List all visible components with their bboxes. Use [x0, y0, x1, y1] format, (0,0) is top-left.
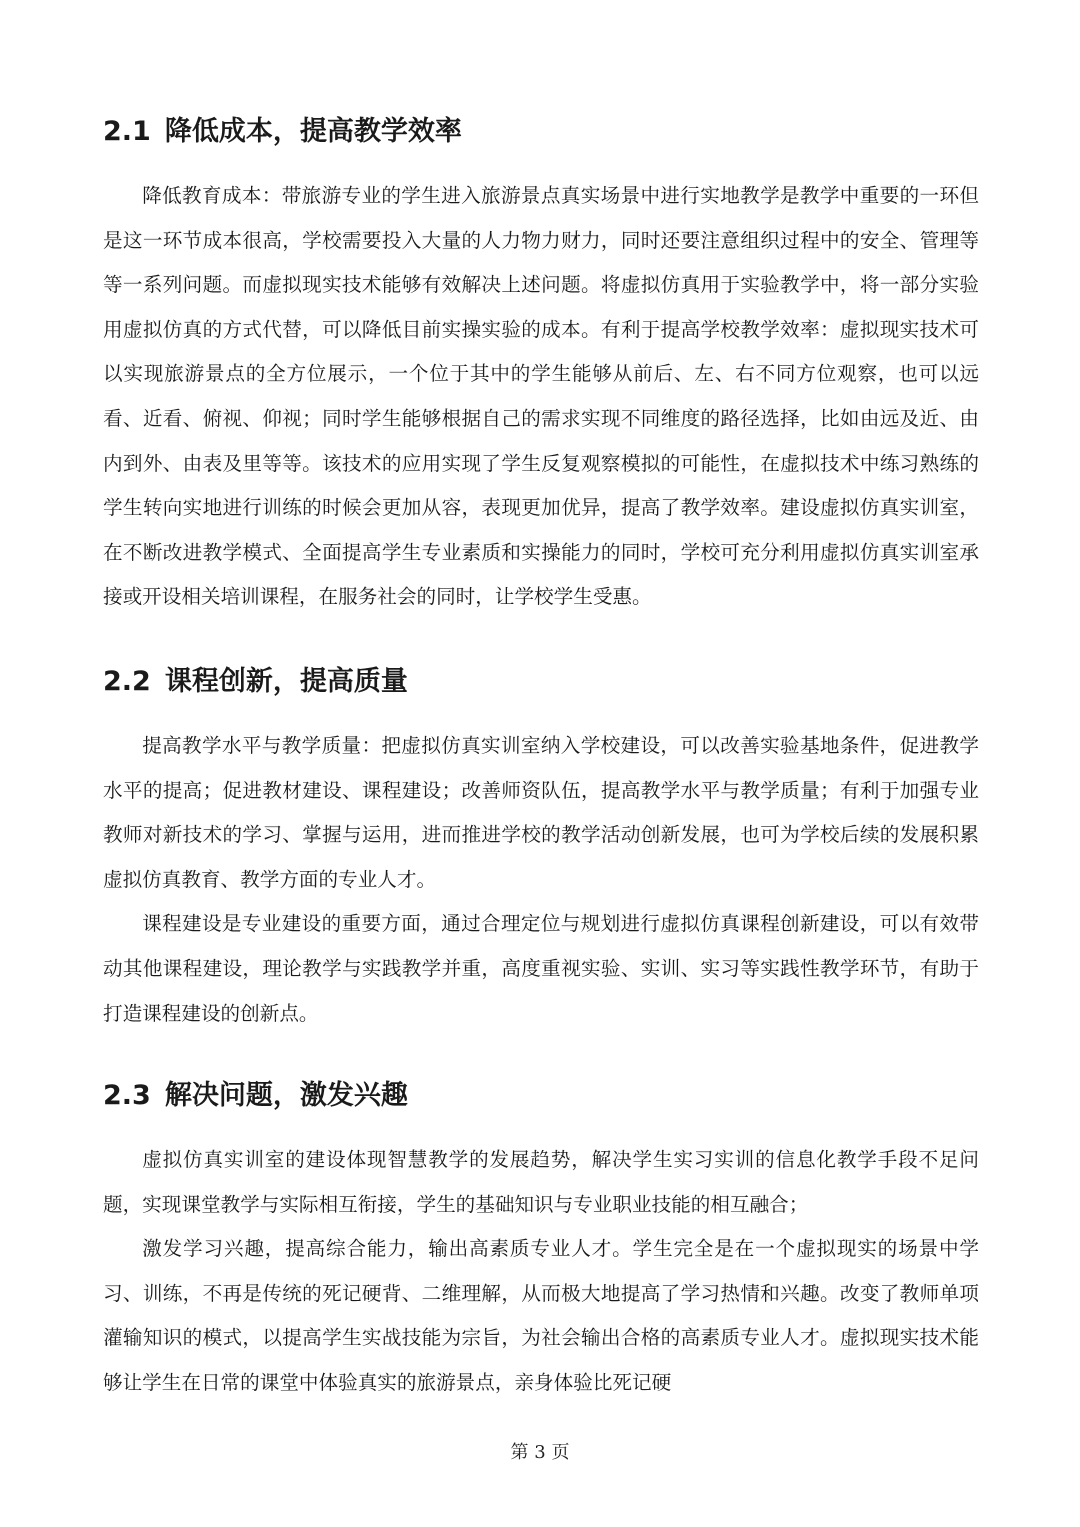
paragraph: 激发学习兴趣，提高综合能力，输出高素质专业人才。学生完全是在一个虚拟现实的场景中学习、训练，不再是传统的死记硬背、二维理解，从而极大地提高了学习热情和兴趣。改变了教师单项灌输知识的模式，以提高学生实战技能为宗旨，为社会输出合格的高素质专业人才。虚拟现实技术能够让学生在日常的课堂中体验真实的旅游景点，亲身体验比死记硬 — [103, 1237, 979, 1395]
section-heading-2-3 — [103, 1074, 979, 1118]
section-number: 2.2 — [103, 665, 151, 697]
section-spacer — [103, 1036, 979, 1074]
paragraph: 降低教育成本：带旅游专业的学生进入旅游景点真实场景中进行实地教学是教学中重要的一环但是这一环节成本很高，学校需要投入大量的人力物力财力，同时还要注意组织过程中的安全、管理等等一系列问题。而虚拟现实技术能够有效解决上述问题。将虚拟仿真用于实验教学中，将一部分实验用虚拟仿真的方式代替，可以降低目前实操实验的成本。有利于提高学校教学效率：虚拟现实技术可以实现旅游景点的全方位展示，一个位于其中的学生能够从前后、左、右不同方位观察，也可以远看、近看、俯视、仰视；同时学生能够根据自己的需求实现不同维度的路径选择，比如由远及近、由内到外、由表及里等等。该技术的应用实现了学生反复观察模拟的可能性，在虚拟技术中练习熟练的学生转向实地进行训练的时候会更加从容，表现更加优异，提高了教学效率。建设虚拟仿真实训室，在不断改进教学模式、全面提高学生专业素质和实操能力的同时，学校可充分利用虚拟仿真实训室承接或开设相关培训课程，在服务社会的同时，让学校学生受惠。 — [103, 184, 979, 609]
paragraph: 虚拟仿真实训室的建设体现智慧教学的发展趋势，解决学生实习实训的信息化教学手段不足问题，实现课堂教学与实际相互衔接，学生的基础知识与专业职业技能的相互融合； — [103, 1148, 979, 1216]
page-content — [103, 110, 979, 1406]
section-number: 2.1 — [103, 116, 151, 147]
section-title: 降低成本，提高教学效率 — [164, 116, 462, 147]
page-number: 第 3 页 — [510, 1442, 570, 1463]
paragraph: 课程建设是专业建设的重要方面，通过合理定位与规划进行虚拟仿真课程创新建设，可以有效带动其他课程建设，理论教学与实践教学并重，高度重视实验、实训、实习等实践性教学环节，有助于打造课程建设的创新点。 — [103, 912, 979, 1025]
section-title: 解决问题，激发兴趣 — [164, 1080, 408, 1112]
section-title: 课程创新，提高质量 — [164, 665, 408, 697]
section-number: 2.3 — [103, 1080, 151, 1112]
section-spacer — [103, 620, 979, 660]
paragraph: 提高教学水平与教学质量：把虚拟仿真实训室纳入学校建设，可以改善实验基地条件，促进教学水平的提高；促进教材建设、课程建设；改善师资队伍，提高教学水平与教学质量；有利于加强专业教师对新技术的学习、掌握与运用，进而推进学校的教学活动创新发展，也可为学校后续的发展积累虚拟仿真教育、教学方面的专业人才。 — [103, 733, 979, 891]
section-heading-2-2 — [103, 660, 979, 704]
section-heading-2-1 — [103, 110, 979, 154]
